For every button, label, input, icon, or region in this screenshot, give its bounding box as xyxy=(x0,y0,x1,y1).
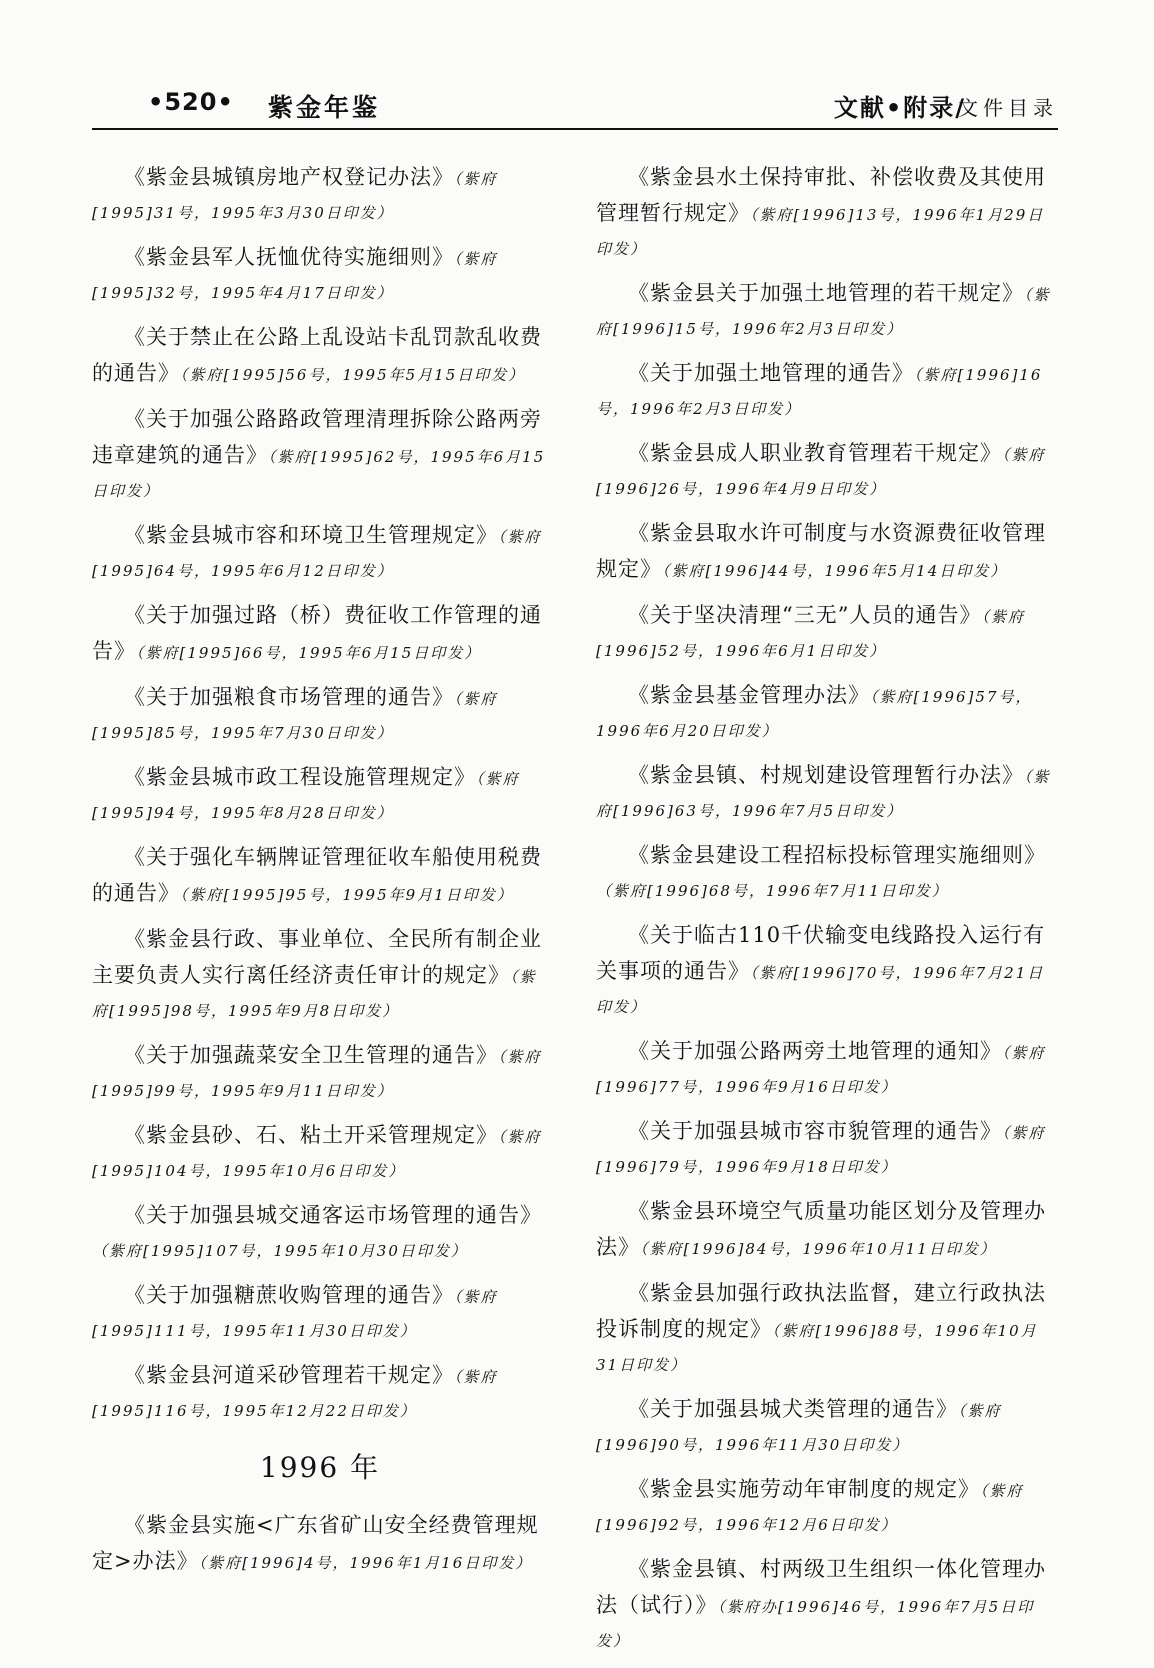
document-reference: （紫府[1996]90号，1996年11月30日印发） xyxy=(596,1402,1002,1454)
document-entry xyxy=(596,356,1052,426)
document-reference: （紫府[1995]85号，1995年7月30日印发） xyxy=(92,690,498,742)
document-title: 《关于强化车辆牌证管理征收车船使用税费的通告》 xyxy=(92,845,542,905)
document-title: 《紫金县基金管理办法》 xyxy=(628,683,870,707)
page-number: •520• xyxy=(148,88,234,116)
document-title: 《关于加强公路路政管理清理拆除公路两旁违章建筑的通告》 xyxy=(92,407,542,467)
document-title: 《紫金县军人抚恤优待实施细则》 xyxy=(124,245,454,269)
document-reference: （紫府[1995]107号，1995年10月30日印发） xyxy=(92,1242,468,1260)
document-reference: （紫府[1995]64号，1995年6月12日印发） xyxy=(92,528,542,580)
document-entry xyxy=(596,918,1052,1024)
document-title: 《紫金县镇、村两级卫生组织一体化管理办法（试行）》 xyxy=(596,1557,1046,1617)
book-title: 紫金年鉴 xyxy=(268,93,381,122)
document-entry xyxy=(92,1358,548,1428)
document-reference: （紫府[1995]104号，1995年10月6日印发） xyxy=(92,1128,542,1180)
document-entry xyxy=(596,1034,1052,1104)
document-title: 《关于坚决清理“三无”人员的通告》 xyxy=(628,603,982,627)
document-reference: （紫府[1995]66号，1995年6月15日印发） xyxy=(136,644,482,662)
document-entry xyxy=(92,1508,548,1580)
document-entry xyxy=(92,240,548,310)
document-entry xyxy=(596,758,1052,828)
document-reference: （紫府[1995]95号，1995年9月1日印发） xyxy=(180,886,514,904)
document-reference: （紫府[1996]77号，1996年9月16日印发） xyxy=(596,1044,1046,1096)
document-entry xyxy=(596,516,1052,588)
document-entry xyxy=(92,680,548,750)
document-reference: （紫府[1995]32号，1995年4月17日印发） xyxy=(92,250,498,302)
document-entry xyxy=(596,1276,1052,1382)
document-entry xyxy=(596,1114,1052,1184)
document-reference: （紫府[1996]70号，1996年7月21日印发） xyxy=(596,964,1045,1016)
document-entry xyxy=(92,598,548,670)
document-title: 《关于加强糖蔗收购管理的通告》 xyxy=(124,1283,454,1307)
document-title: 《紫金县建设工程招标投标管理实施细则》 xyxy=(628,843,1046,867)
document-entry xyxy=(92,1198,548,1268)
document-title: 《关于加强县城市容市貌管理的通告》 xyxy=(628,1119,1002,1143)
document-reference: （紫府[1995]111号，1995年11月30日印发） xyxy=(92,1288,498,1340)
document-title: 《紫金县城市容和环境卫生管理规定》 xyxy=(124,523,498,547)
document-entry xyxy=(596,436,1052,506)
document-entry xyxy=(92,1278,548,1348)
document-entry xyxy=(92,760,548,830)
document-title: 《关于禁止在公路上乱设站卡乱罚款乱收费的通告》 xyxy=(92,325,542,385)
document-entry xyxy=(596,598,1052,668)
document-entry xyxy=(596,838,1052,908)
year-heading: 1996 年 xyxy=(259,1451,381,1484)
document-reference: （紫府[1996]26号，1996年4月9日印发） xyxy=(596,446,1046,498)
subsection-title: 文件目录 xyxy=(958,96,1058,120)
document-title: 《关于临古110千伏输变电线路投入运行有关事项的通告》 xyxy=(596,923,1046,983)
document-title: 《关于加强土地管理的通告》 xyxy=(628,361,914,385)
document-reference: （紫府[1995]31号，1995年3月30日印发） xyxy=(92,170,498,222)
document-title: 《紫金县环境空气质量功能区划分及管理办法》 xyxy=(596,1199,1046,1259)
document-reference: （紫府办[1996]46号，1996年7月5日印发） xyxy=(596,1598,1035,1650)
document-entry xyxy=(92,922,548,1028)
document-title: 《紫金县河道采砂管理若干规定》 xyxy=(124,1363,454,1387)
document-reference: （紫府[1996]79号，1996年9月18日印发） xyxy=(596,1124,1046,1176)
document-reference: （紫府[1996]68号，1996年7月11日印发） xyxy=(596,882,949,900)
document-reference: （紫府[1996]52号，1996年6月1日印发） xyxy=(596,608,1025,660)
document-title: 《紫金县实施<广东省矿山安全经费管理规定>办法》 xyxy=(92,1513,539,1573)
document-reference: （紫府[1995]62号，1995年6月15日印发） xyxy=(92,448,546,500)
document-entry xyxy=(92,160,548,230)
document-title: 《关于加强县城交通客运市场管理的通告》 xyxy=(124,1203,542,1227)
document-title: 《关于加强粮食市场管理的通告》 xyxy=(124,685,454,709)
document-reference: （紫府[1996]4号，1996年1月16日印发） xyxy=(198,1554,533,1572)
left-column xyxy=(92,160,548,1590)
document-title: 《紫金县水土保持审批、补偿收费及其使用管理暂行规定》 xyxy=(596,165,1046,225)
document-reference: （紫府[1996]15号，1996年2月3日印发） xyxy=(596,286,1051,338)
document-reference: （紫府[1996]92号，1996年12月6日印发） xyxy=(596,1482,1024,1534)
document-reference: （紫府[1995]94号，1995年8月28日印发） xyxy=(92,770,520,822)
section-title: 文献•附录/ xyxy=(833,94,966,122)
document-title: 《紫金县城市政工程设施管理规定》 xyxy=(124,765,476,789)
document-title: 《紫金县取水许可制度与水资源费征收管理规定》 xyxy=(596,521,1046,581)
document-entry xyxy=(596,276,1052,346)
document-title: 《紫金县镇、村规划建设管理暂行办法》 xyxy=(628,763,1024,787)
document-entry xyxy=(596,1472,1052,1542)
document-title: 《关于加强县城犬类管理的通告》 xyxy=(628,1397,958,1421)
document-reference: （紫府[1995]99号，1995年9月11日印发） xyxy=(92,1048,542,1100)
document-title: 《关于加强过路（桥）费征收工作管理的通告》 xyxy=(92,603,542,663)
page-header xyxy=(92,88,1058,130)
document-reference: （紫府[1996]88号，1996年10月31日印发） xyxy=(596,1322,1038,1374)
document-reference: （紫府[1996]44号，1996年5月14日印发） xyxy=(662,562,1008,580)
document-reference: （紫府[1995]98号，1995年9月8日印发） xyxy=(92,968,537,1020)
document-reference: （紫府[1996]57号，1996年6月20日印发） xyxy=(596,688,1033,740)
document-title: 《紫金县实施劳动年审制度的规定》 xyxy=(628,1477,980,1501)
document-reference: （紫府[1996]63号，1996年7月5日印发） xyxy=(596,768,1051,820)
document-entry xyxy=(92,518,548,588)
document-reference: （紫府[1995]56号，1995年5月15日印发） xyxy=(180,366,526,384)
document-reference: （紫府[1996]16号，1996年2月3日印发） xyxy=(596,366,1043,418)
document-reference: （紫府[1995]116号，1995年12月22日印发） xyxy=(92,1368,498,1420)
document-reference: （紫府[1996]13号，1996年1月29日印发） xyxy=(596,206,1045,258)
document-entry xyxy=(92,1038,548,1108)
document-reference: （紫府[1996]84号，1996年10月11日印发） xyxy=(640,1240,997,1258)
document-entry xyxy=(92,840,548,912)
document-title: 《紫金县加强行政执法监督，建立行政执法投诉制度的规定》 xyxy=(596,1281,1046,1341)
document-title: 《紫金县行政、事业单位、全民所有制企业主要负责人实行离任经济责任审计的规定》 xyxy=(92,927,542,987)
document-title: 《紫金县成人职业教育管理若干规定》 xyxy=(628,441,1002,465)
document-entry xyxy=(596,1194,1052,1266)
document-title: 《紫金县城镇房地产权登记办法》 xyxy=(124,165,454,189)
document-entry xyxy=(596,678,1052,748)
document-entry xyxy=(596,1392,1052,1462)
document-title: 《关于加强蔬菜安全卫生管理的通告》 xyxy=(124,1043,498,1067)
document-title: 《关于加强公路两旁土地管理的通知》 xyxy=(628,1039,1002,1063)
right-column xyxy=(596,160,1052,1668)
document-title: 《紫金县关于加强土地管理的若干规定》 xyxy=(628,281,1024,305)
document-entry xyxy=(92,320,548,392)
document-entry xyxy=(596,160,1052,266)
document-entry xyxy=(92,402,548,508)
document-title: 《紫金县砂、石、粘土开采管理规定》 xyxy=(124,1123,498,1147)
document-entry xyxy=(92,1118,548,1188)
document-entry xyxy=(596,1552,1052,1658)
